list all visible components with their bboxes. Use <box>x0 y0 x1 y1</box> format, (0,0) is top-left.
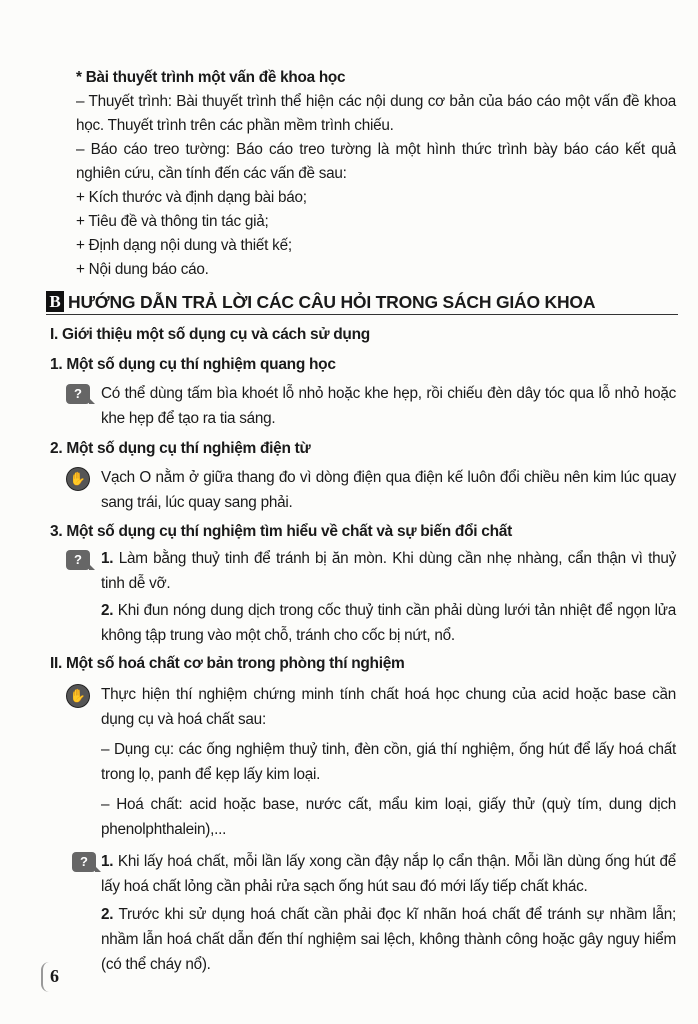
intro-heading: * Bài thuyết trình một vấn đề khoa học <box>76 69 346 86</box>
answer-text <box>101 598 676 648</box>
hand-icon: ✋ <box>66 684 90 708</box>
question-icon: ? <box>72 852 96 872</box>
subsection-title: 2. Một số dụng cụ thí nghiệm điện từ <box>50 440 311 457</box>
answer-text: Vạch O nằm ở giữa thang đo vì dòng điện qua điện kế luôn đổi chiều nên kim lúc quay sang trái, lúc quay sang phải. <box>101 469 676 511</box>
intro-paragraph: – Thuyết trình: Bài thuyết trình thể hiện các nội dung cơ bản của báo cáo một vấn đề khoa học. Thuyết trình trên các phần mềm trình chiếu. <box>76 93 676 134</box>
answer-body: Trước khi sử dụng hoá chất cần phải đọc kĩ nhãn hoá chất để tránh sự nhầm lẫn; nhầm lẫn hoá chất dẫn đến thí nghiệm sai lệch, không thành công hoặc gây nguy hiểm (có thể cháy nổ). <box>101 906 676 973</box>
answer-number: 1. <box>101 550 114 567</box>
answer-text <box>101 849 676 899</box>
part1-title: I. Giới thiệu một số dụng cụ và cách sử dụng <box>50 326 370 343</box>
answer-body: Khi lấy hoá chất, mỗi lần lấy xong cần đậy nắp lọ cẩn thận. Mỗi lần dùng ống hút để lấy hoá chất lỏng cần phải rửa sạch ống hút sau đó mới lấy tiếp chất khác. <box>101 853 677 895</box>
answer-text: Thực hiện thí nghiệm chứng minh tính chất hoá học chung của acid hoặc base cần dụng cụ và hoá chất sau: <box>101 686 676 728</box>
answer-number: 2. <box>101 906 114 923</box>
subsection-title: 1. Một số dụng cụ thí nghiệm quang học <box>50 356 336 373</box>
answer-body: Khi đun nóng dung dịch trong cốc thuỷ tinh cần phải dùng lưới tản nhiệt để ngọn lửa không tập trung vào một chỗ, tránh cho cốc bị nứt, nổ. <box>101 602 676 644</box>
page-number: 6 <box>50 966 59 986</box>
intro-block <box>76 66 676 282</box>
list-item: + Tiêu đề và thông tin tác giả; <box>76 213 269 230</box>
question-icon: ? <box>66 550 90 570</box>
list-item: + Nội dung báo cáo. <box>76 261 209 278</box>
answer-number: 1. <box>101 853 114 870</box>
answer-text: – Dụng cụ: các ống nghiệm thuỷ tinh, đèn cồn, giá thí nghiệm, ống hút để lấy hoá chất trong lọ, panh để kẹp lấy kim loại. <box>101 741 676 783</box>
section-title: HƯỚNG DẪN TRẢ LỜI CÁC CÂU HỎI TRONG SÁCH GIÁO KHOA <box>68 292 596 312</box>
subsection-title: 3. Một số dụng cụ thí nghiệm tìm hiểu về chất và sự biến đổi chất <box>50 523 512 540</box>
answer-number: 2. <box>101 602 114 619</box>
section-b-header <box>46 290 678 315</box>
intro-paragraph: – Báo cáo treo tường: Báo cáo treo tường là một hình thức trình bày báo cáo kết quả nghiên cứu, cần tính đến các vấn đề sau: <box>76 141 676 182</box>
answer-text <box>101 546 676 596</box>
answer-text: Có thể dùng tấm bìa khoét lỗ nhỏ hoặc khe hẹp, rồi chiếu đèn dây tóc qua lỗ nhỏ hoặc khe hẹp để tạo ra tia sáng. <box>101 385 676 427</box>
list-item: + Định dạng nội dung và thiết kế; <box>76 237 292 254</box>
answer-body: Làm bằng thuỷ tinh để tránh bị ăn mòn. Khi dùng cần nhẹ nhàng, cẩn thận vì thuỷ tinh dễ vỡ. <box>101 550 677 592</box>
question-icon: ? <box>66 384 90 404</box>
answer-text <box>101 902 676 977</box>
list-item: + Kích thước và định dạng bài báo; <box>76 189 307 206</box>
section-letter: B <box>46 291 64 312</box>
part2-title: II. Một số hoá chất cơ bản trong phòng thí nghiệm <box>50 655 405 672</box>
answer-text: – Hoá chất: acid hoặc base, nước cất, mẩu kim loại, giấy thử (quỳ tím, dung dịch phenolphthalein),... <box>101 796 676 838</box>
hand-icon: ✋ <box>66 467 90 491</box>
